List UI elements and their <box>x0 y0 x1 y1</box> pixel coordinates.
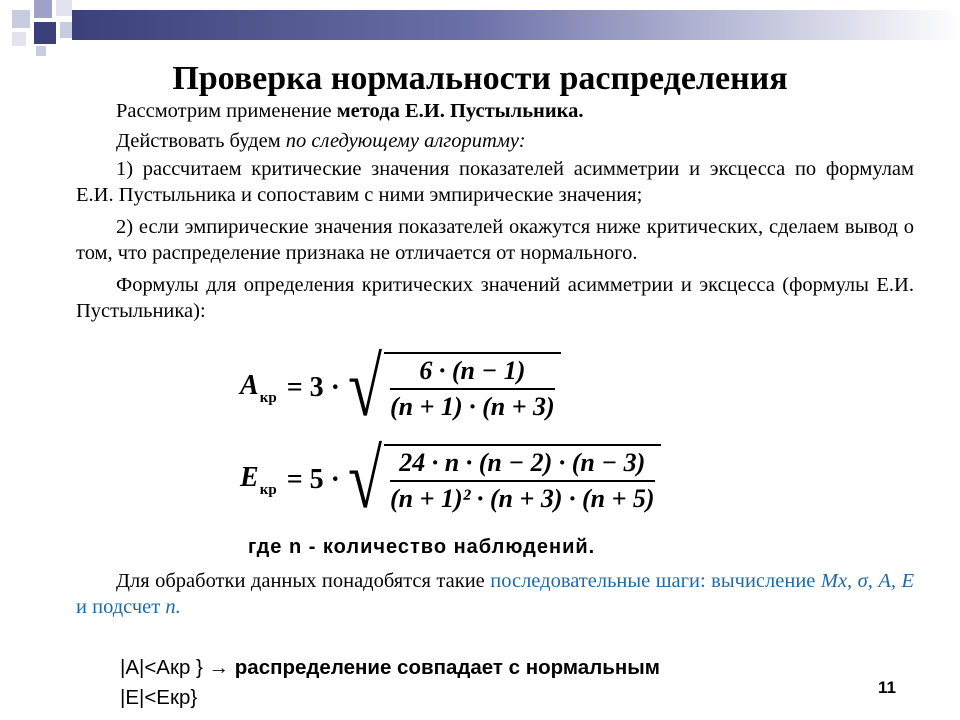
formula-excess <box>240 434 661 526</box>
steps-variables: Mx, σ, A, E <box>820 570 915 592</box>
formula-asymmetry <box>240 342 561 434</box>
paragraph-step-1: 1) рассчитаем критические значения показателей асимметрии и эксцесса по формулам Е.И. Пустыльника и сопоставим с ними эмпирические значения; <box>76 158 914 206</box>
square-decor <box>12 10 30 28</box>
formula-note: где n - количество наблюдений. <box>248 536 596 558</box>
formula-a-fraction <box>384 352 561 424</box>
formula-e-denominator: (n + 1)² · (n + 3) · (n + 5) <box>390 484 655 513</box>
sqrt-icon: √ <box>347 434 383 526</box>
method-name: метода Е.И. Пустыльника. <box>336 100 584 122</box>
slide-title: Проверка нормальности распределения <box>172 60 788 97</box>
paragraph-formulas-intro: Формулы для определения критических значений асимметрии и эксцесса (формулы Е.И. Пустыльника): <box>76 274 914 322</box>
steps-n: n. <box>165 596 181 618</box>
formula-a-subscript: кр <box>259 389 277 406</box>
sqrt-icon: √ <box>347 342 383 434</box>
formula-a-denominator: (n + 1) · (n + 3) <box>390 392 555 421</box>
formula-e-lhs <box>240 462 277 499</box>
steps-mid: и подсчет <box>76 596 166 618</box>
steps-lead: Для обработки данных понадобятся такие <box>116 570 491 592</box>
square-decor <box>36 46 46 56</box>
rule-line-2: |E|<Eкр} <box>120 686 198 709</box>
square-decor <box>12 32 26 46</box>
slide-body-lower <box>76 568 914 626</box>
formula-e-subscript: кр <box>259 481 277 498</box>
paragraph-intro <box>76 98 914 124</box>
algorithm-italic: по следующему алгоритму: <box>285 130 526 152</box>
rule-conclusion: → распределение совпадает с нормальным <box>208 656 660 679</box>
formula-e-fraction <box>384 444 661 516</box>
algorithm-lead: Действовать будем <box>116 130 286 152</box>
rule-line-1 <box>120 656 660 680</box>
square-decor <box>56 0 72 16</box>
slide-body <box>76 98 914 330</box>
formula-e-symbol: E <box>240 461 259 493</box>
decorative-squares <box>0 0 80 56</box>
formula-a-coefficient: = 3 · <box>286 372 340 403</box>
formula-a-lhs <box>240 370 277 407</box>
rule-condition-a: |A|<Aкр } <box>120 656 209 679</box>
square-decor <box>34 22 56 44</box>
square-decor <box>34 0 52 18</box>
formula-a-numerator: 6 · (n − 1) <box>419 356 526 385</box>
formula-a-symbol: A <box>240 369 259 401</box>
formula-e-numerator: 24 · n · (n − 2) · (n − 3) <box>399 448 646 477</box>
page-number: 11 <box>878 678 896 697</box>
paragraph-step-2: 2) если эмпирические значения показателей окажутся ниже критических, сделаем вывод о том, что распределение признака не отличается от нормального. <box>76 216 914 264</box>
intro-text: Рассмотрим применение <box>116 100 337 122</box>
steps-highlight: последовательные шаги: вычисление <box>490 570 821 592</box>
paragraph-steps <box>76 568 914 620</box>
paragraph-algorithm <box>76 128 914 154</box>
formula-e-coefficient: = 5 · <box>286 464 340 495</box>
header-gradient-bar <box>72 10 960 40</box>
